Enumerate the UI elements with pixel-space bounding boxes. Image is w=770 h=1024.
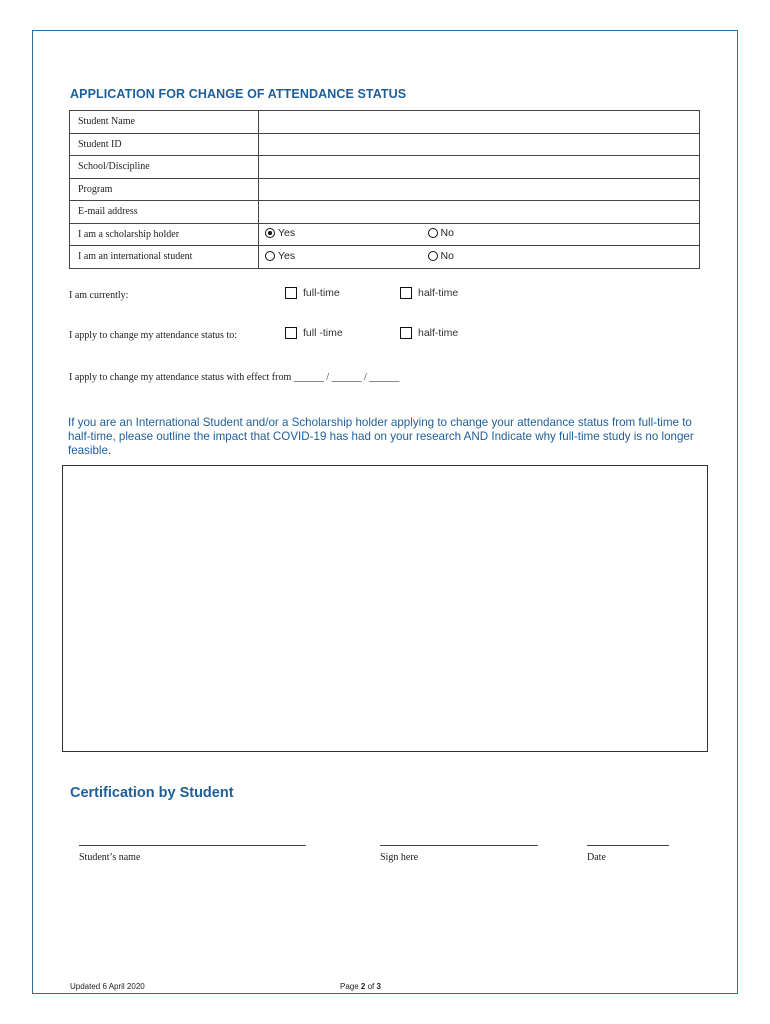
international-yes-option[interactable] xyxy=(265,250,425,262)
table-row xyxy=(70,111,700,134)
current-status-label: I am currently: xyxy=(69,290,129,301)
scholarship-options xyxy=(259,223,700,246)
student-id-field[interactable] xyxy=(259,133,700,156)
row-label: Student ID xyxy=(70,133,259,156)
effective-date-row xyxy=(69,372,399,383)
student-name-line[interactable] xyxy=(79,845,306,846)
footer-page-number xyxy=(340,982,381,991)
radio-selected-icon[interactable] xyxy=(265,228,275,238)
option-label: No xyxy=(440,227,454,240)
student-info-table xyxy=(69,110,700,269)
date-line[interactable] xyxy=(587,845,669,846)
option-label: Yes xyxy=(278,227,296,240)
row-label: E-mail address xyxy=(70,201,259,224)
student-name-field[interactable] xyxy=(259,111,700,134)
email-field[interactable] xyxy=(259,201,700,224)
radio-icon[interactable] xyxy=(265,251,275,261)
change-full-time-option[interactable] xyxy=(285,327,343,339)
change-status-label: I apply to change my attendance status to: xyxy=(69,330,238,341)
table-row xyxy=(70,246,700,269)
page-total: 3 xyxy=(376,982,381,991)
checkbox-icon[interactable] xyxy=(285,327,297,339)
table-row xyxy=(70,156,700,179)
footer-updated: Updated 6 April 2020 xyxy=(70,982,145,991)
option-label: half-time xyxy=(418,287,459,299)
option-label: full -time xyxy=(303,327,343,339)
checkbox-icon[interactable] xyxy=(400,327,412,339)
international-options xyxy=(259,246,700,269)
program-field[interactable] xyxy=(259,178,700,201)
row-label: Student Name xyxy=(70,111,259,134)
certification-title: Certification by Student xyxy=(70,785,234,801)
row-label: School/Discipline xyxy=(70,156,259,179)
table-row xyxy=(70,223,700,246)
table-row xyxy=(70,201,700,224)
page-current: 2 xyxy=(360,982,366,991)
checkbox-icon[interactable] xyxy=(285,287,297,299)
row-label: I am an international student xyxy=(70,246,259,269)
page-prefix: Page xyxy=(340,982,361,991)
current-half-time-option[interactable] xyxy=(400,287,458,299)
radio-icon[interactable] xyxy=(428,251,438,261)
option-label: Yes xyxy=(278,249,296,262)
sign-here-label: Sign here xyxy=(380,852,419,863)
table-row xyxy=(70,133,700,156)
option-label: No xyxy=(440,249,454,262)
row-label: Program xyxy=(70,178,259,201)
international-no-option[interactable] xyxy=(428,250,454,262)
form-title: APPLICATION FOR CHANGE OF ATTENDANCE STATUS xyxy=(70,87,407,101)
student-name-label: Student’s name xyxy=(79,852,141,863)
effective-date-field[interactable]: ______ / ______ / ______ xyxy=(293,372,400,383)
signature-line[interactable] xyxy=(380,845,538,846)
scholarship-no-option[interactable] xyxy=(428,227,454,239)
change-half-time-option[interactable] xyxy=(400,327,458,339)
option-label: full-time xyxy=(303,287,340,299)
scholarship-yes-option[interactable] xyxy=(265,227,425,239)
checkbox-icon[interactable] xyxy=(400,287,412,299)
page-of: of xyxy=(365,982,377,991)
table-row xyxy=(70,178,700,201)
covid-impact-textarea[interactable] xyxy=(62,465,708,752)
date-label: Date xyxy=(587,852,606,863)
effective-date-label: I apply to change my attendance status with effect from xyxy=(69,372,292,383)
row-label: I am a scholarship holder xyxy=(70,223,259,246)
current-full-time-option[interactable] xyxy=(285,287,340,299)
option-label: half-time xyxy=(418,327,459,339)
radio-icon[interactable] xyxy=(428,228,438,238)
covid-instructions: If you are an International Student and/or a Scholarship holder applying to change your attendance status from full-time to half-time, please outline the impact that COVID-19 has had on your research AND Indicate why full-time study is no longer feasible. xyxy=(68,416,694,457)
school-discipline-field[interactable] xyxy=(259,156,700,179)
